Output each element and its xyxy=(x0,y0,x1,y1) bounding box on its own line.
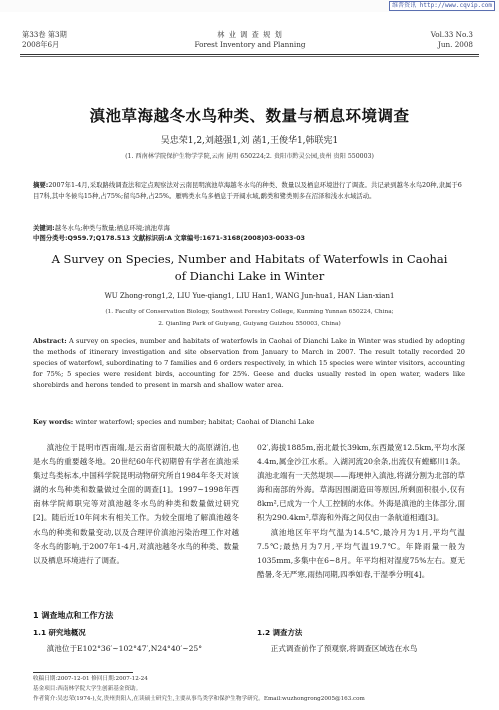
keywords-en-label: Key words: xyxy=(33,418,74,426)
header-divider xyxy=(20,54,479,55)
title-en-line1: A Survey on Species, Number and Habitats of Waterfowls in Caohai xyxy=(51,252,448,266)
article-title-cn: 滇池草海越冬水鸟种类、数量与栖息环境调查 xyxy=(89,107,410,125)
affiliation-en-1: (1. Faculty of Conservation Biology, Southwest Forestry College, Kunming Yunnan 650224, China; xyxy=(105,309,394,315)
abstract-cn-label: 摘要: xyxy=(33,181,49,189)
title-en-line2: of Dianchi Lake in Winter xyxy=(174,269,325,283)
footnote-funding: 基金项目:西南林学院大学生创新基金资助。 xyxy=(33,686,142,692)
abstract-en-label: Abstract: xyxy=(33,337,67,345)
body-right-para1: 02′,海拔1885m,南北最长39km,东西最宽12.5km,平均水深4.4m,属金沙江水系。入湖河流20余条,出流仅有螳螂川1条。滇池北端有一天然堤坝——海埂伸入滇池,将湖分割为北部的草海和南部的外海。草海因围湖造田等原因,所剩面积很小,仅有8km²,已成为一个人工控制的水体。外海是滇池的主体部分,面积为290.4km²,草海和外海之间仅由一条航道相通[3]。 xyxy=(257,443,465,523)
source-stamp[interactable]: 维普资讯 http://www.cqvip.com xyxy=(389,1,495,11)
article-title-en xyxy=(0,251,499,285)
body-left-column: 滇池位于昆明市西南端,是云南省面积最大的高原湖泊,也是水鸟的重要越冬地。20世纪60年代初期曾有学者在滇池采集过鸟类标本,中国科学院昆明动物研究所自1984年冬天对该湖的水鸟种类和数量做过全面的调查[1]。1997~1998年西南林学院师职完等对滇池越冬水鸟的种类和数量做过研究[2]。随后近10年间未有相关工作。为较全面地了解滇池越冬水鸟的种类和数量变动,以及合理评价滇池污染治理工作对越冬水鸟的影响,于2007年1-4月,对滇池越冬水鸟的种类、数量以及栖息环境进行了调查。 xyxy=(33,443,239,565)
body-right-column-2: 正式调查前作了预观察,将调查区域选在水鸟 xyxy=(270,644,418,653)
journal-name xyxy=(150,30,350,50)
body-right-para2: 滇池地区年平均气温为14.5℃,最冷月为1月,平均气温7.5℃;最热月为7月,平均气温19.7℃。年降雨量一般为1035mm,多集中在6~8月。年平均相对湿度75%左右。夏无酷暑,冬无严寒,雨热同期,四季如春,干湿季分明[4]。 xyxy=(257,527,465,579)
journal-name-cn: 林 业 调 查 规 划 xyxy=(217,30,283,39)
abstract-cn-text: 2007年1-4月,采取路线调查法和定点观察法对云南昆明滇池草海越冬水鸟的种类、数量以及栖息环境进行了调查。共记录到越冬水鸟20种,隶属于6目7科,其中冬候鸟15种,占75%;留鸟5种,占25%。雁鸭类水鸟多栖息于开阔水域,鹬类和鹭类则多在沼泽和浅水水域活动。 xyxy=(33,181,462,200)
issue-date: 2008年6月 xyxy=(22,40,60,49)
footnote-author: 作者简介:吴忠荣(1974-),女,贵州贵阳人,在读硕士研究生,主要从事鸟类学和保护生物学研究。Email:wuzhongrong2005@163.com xyxy=(33,696,365,702)
keywords-cn-text: 越冬水鸟;种类与数量;栖息环境;滇池草海 xyxy=(54,224,170,232)
affiliation-en-2: 2. Qianling Park of Guiyang, Guiyang Guizhou 550003, China) xyxy=(158,321,341,327)
footnote-dates: 收稿日期:2007-12-01 修回日期:2007-12-24 xyxy=(33,676,148,682)
journal-volume-en xyxy=(431,30,473,50)
journal-name-en: Forest Inventory and Planning xyxy=(194,40,306,49)
abstract-en-text: A survey on species, number and habitats of waterfowls in Caohai of Dianchi Lake in Winter was studied by adopting the methods of itinerary investigation and site observation from January to March in 2007. The result totally recorded 20 species of waterfowl, subordinating to 7 families and 6 orders respectively, in which 15 species were winter visitors, accounting for 75%; 5 species were resident birds, accounting for 25%. Geese and ducks usually rested in open water, waders like shorebirds and herons tended to present in marsh and shallow water area. xyxy=(33,337,465,390)
volume-issue: 第33卷 第3期 xyxy=(22,30,67,39)
keywords-en-text: winter waterfowl; species and number; habitat; Caohai of Dianchi Lake xyxy=(75,418,315,426)
section-heading-1-2: 1.2 调查方法 xyxy=(257,628,303,637)
classification-text: 中图分类号:Q959.7;Q178.513 文献标识码:A 文章编号:1671-3168(2008)03-0033-03 xyxy=(33,234,306,242)
footnote-divider xyxy=(33,672,133,673)
issue-date-en: Jun. 2008 xyxy=(437,40,473,49)
keywords-en xyxy=(33,417,465,428)
body-right-column xyxy=(257,441,465,582)
classification-cn xyxy=(33,233,465,244)
header-divider-thin xyxy=(20,56,479,57)
section-heading-1: 1 调查地点和工作方法 xyxy=(33,611,114,620)
volume-issue-en: Vol.33 No.3 xyxy=(430,30,473,39)
abstract-en xyxy=(33,336,465,391)
journal-volume xyxy=(22,30,67,50)
affiliation-cn: (1. 西南林学院保护生物学学院,云南 昆明 650224;2. 贵阳市黔灵公园,贵州 贵阳 550003) xyxy=(125,153,374,160)
authors-cn: 吴忠荣1,2,刘越强1,刘 菡1,王俊华1,韩联宪1 xyxy=(160,136,339,146)
body-left-column-2: 滇池位于E102°36′~102°47′,N24°40′~25° xyxy=(46,644,203,653)
keywords-cn-label: 关键词: xyxy=(33,224,55,232)
abstract-cn xyxy=(33,180,465,202)
section-heading-1-1: 1.1 研究地概况 xyxy=(33,628,86,637)
authors-en: WU Zhong-rong1,2, LIU Yue-qiang1, LIU Han1, WANG Jun-hua1, HAN Lian-xian1 xyxy=(104,292,395,300)
